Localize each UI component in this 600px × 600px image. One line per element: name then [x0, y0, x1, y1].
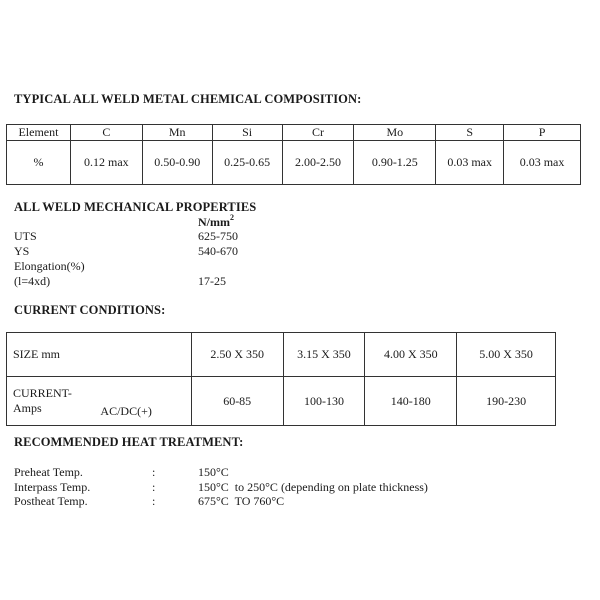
chem-value-cell: 0.50-0.90: [142, 141, 212, 185]
chem-value-cell: 0.25-0.65: [212, 141, 282, 185]
current-heading: CURRENT CONDITIONS:: [14, 303, 166, 317]
chem-value-cell: 0.90-1.25: [354, 141, 436, 185]
amps-cell: 140-180: [365, 377, 457, 426]
chem-header-cell: Si: [212, 125, 282, 141]
heat-label: Preheat Temp.: [14, 465, 83, 479]
mech-unit-base: N/mm: [198, 215, 230, 229]
mech-label: UTS: [14, 229, 37, 243]
chem-header-cell: Cr: [282, 125, 354, 141]
chem-header-cell: Mo: [354, 125, 436, 141]
heat-sep: :: [152, 494, 156, 508]
current-table: [6, 332, 556, 426]
size-cell: 5.00 X 350: [457, 333, 556, 377]
chem-value-cell: 0.12 max: [70, 141, 142, 185]
size-cell: 2.50 X 350: [191, 333, 283, 377]
mech-heading: ALL WELD MECHANICAL PROPERTIES: [14, 200, 257, 214]
heat-label: Interpass Temp.: [14, 480, 91, 494]
heat-label: Postheat Temp.: [14, 494, 88, 508]
heat-heading: RECOMMENDED HEAT TREATMENT:: [14, 435, 244, 449]
chem-value-cell: %: [7, 141, 71, 185]
amps-cell: 60-85: [191, 377, 283, 426]
mech-label: Elongation(%): [14, 259, 85, 273]
chem-header-cell: C: [70, 125, 142, 141]
chem-value-cell: 0.03 max: [436, 141, 504, 185]
size-cell: 4.00 X 350: [365, 333, 457, 377]
chem-header-row: [7, 125, 581, 141]
current-type: AC/DC(+): [94, 377, 191, 426]
chem-heading: TYPICAL ALL WELD METAL CHEMICAL COMPOSITION:: [14, 92, 362, 106]
mech-value: 540-670: [198, 244, 238, 258]
heat-sep: :: [152, 480, 156, 494]
amps-cell: 100-130: [283, 377, 365, 426]
chem-header-cell: Element: [7, 125, 71, 141]
heat-value: 150°C: [198, 465, 229, 479]
chem-table: [6, 124, 581, 185]
chem-value-cell: 0.03 max: [504, 141, 581, 185]
size-cell: 3.15 X 350: [283, 333, 365, 377]
mech-label: YS: [14, 244, 30, 258]
chem-value-row: [7, 141, 581, 185]
heat-value: 675°C TO 760°C: [198, 494, 285, 508]
chem-header-cell: Mn: [142, 125, 212, 141]
amps-cell: 190-230: [457, 377, 556, 426]
mech-unit-exp: 2: [230, 213, 234, 222]
current-label: [7, 377, 95, 426]
mech-label: (l=4xd): [14, 274, 51, 288]
heat-sep: :: [152, 465, 156, 479]
heat-value: 150°C to 250°C (depending on plate thickness): [198, 480, 428, 494]
current-row: [7, 377, 556, 426]
mech-unit: [198, 213, 234, 230]
chem-value-cell: 2.00-2.50: [282, 141, 354, 185]
mech-value: 17-25: [198, 274, 226, 288]
size-label: SIZE mm: [7, 333, 192, 377]
mech-value: 625-750: [198, 229, 238, 243]
size-row: [7, 333, 556, 377]
chem-header-cell: P: [504, 125, 581, 141]
current-label-line: CURRENT-: [13, 386, 72, 400]
current-label-line: Amps: [13, 401, 42, 415]
chem-header-cell: S: [436, 125, 504, 141]
